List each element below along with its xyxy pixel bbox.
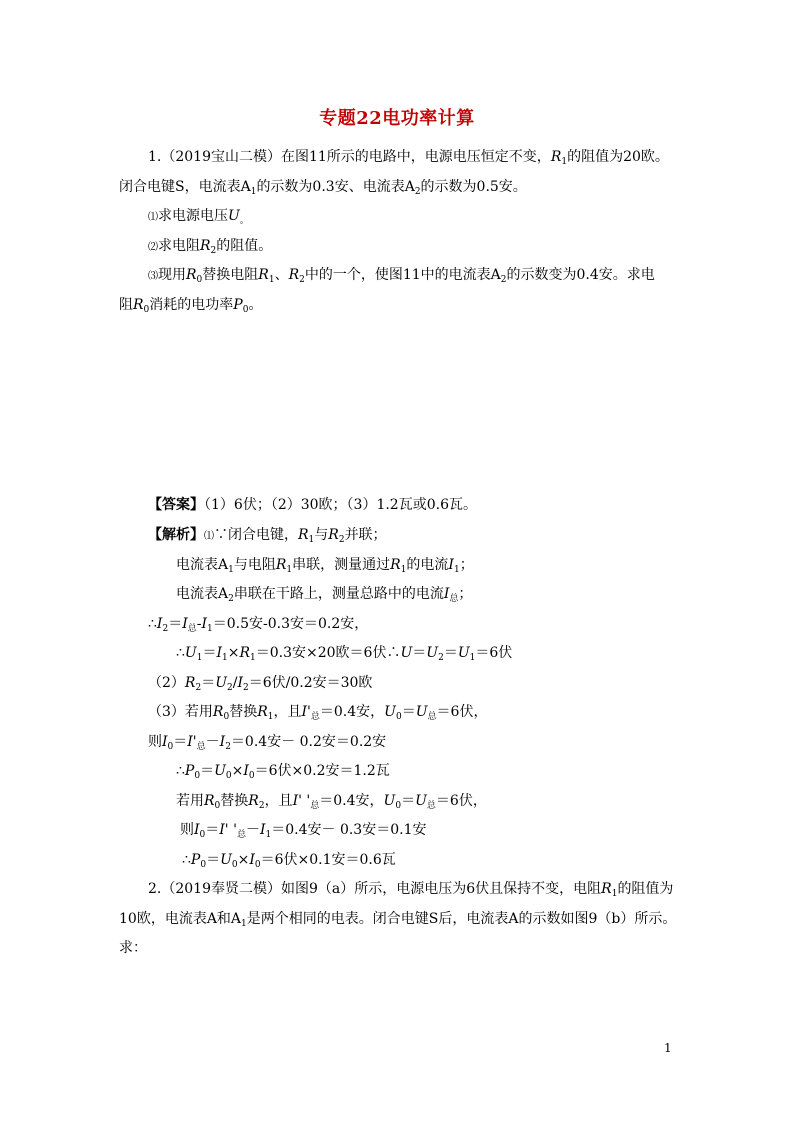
eq-text: 则 (180, 822, 194, 838)
eq-text: ＝ (443, 645, 458, 661)
var-r1: R (550, 149, 562, 165)
eq-text: ＝ (173, 734, 188, 750)
page-number: 1 (664, 1041, 672, 1055)
sub-1: 1 (308, 535, 315, 545)
var-r0: R (133, 297, 144, 313)
eq-text: ，且 (273, 704, 302, 720)
eq-text: ＝ (401, 793, 416, 809)
eq-text: ＝ (205, 822, 220, 838)
eq-text: × (231, 763, 244, 779)
var-u1: U (184, 645, 197, 661)
var-i2: I (219, 734, 226, 750)
q1-part-2 (148, 236, 272, 261)
eq-text: ＝ (206, 852, 221, 868)
var-r1: R (390, 557, 401, 573)
eq-text: ∴ (176, 645, 185, 661)
q2-text: 2.（2019奉贤二模）如图9（a）所示，电源电压为6伏且保持不变，电阻 (148, 881, 602, 897)
var-r1: R (298, 527, 309, 543)
var-u-total: U (415, 793, 427, 809)
eq-text: 替换 (229, 704, 258, 720)
var-u2: U (426, 645, 439, 661)
var-u0: U (220, 852, 232, 868)
var-i2: I (156, 616, 163, 632)
eq-text: ＝6伏， (435, 793, 487, 809)
sub-2: 2 (258, 801, 265, 811)
sub-total: 总 (426, 801, 436, 811)
eq-text: ＝0.4安， (319, 704, 385, 720)
sub-2: 2 (225, 742, 231, 752)
var-r1: R (258, 267, 269, 283)
var-r0: R (212, 704, 224, 720)
sub-total: 总 (427, 712, 437, 722)
eq-text: ＝ (202, 645, 217, 661)
analysis-text: 电流表A (176, 557, 229, 573)
part-number: ⑴ (204, 531, 214, 542)
sub-0: 0 (200, 860, 207, 870)
q1-text: 中的一个，使图11中的电流表A (304, 267, 501, 283)
sub-0: 0 (223, 712, 230, 722)
q1-text: 、 (274, 267, 289, 283)
analysis-line-1 (148, 525, 387, 550)
q1-line-2 (119, 177, 527, 202)
var-i0: I (162, 734, 168, 750)
var-u0: U (214, 763, 226, 779)
equation-1 (148, 614, 368, 639)
sub-total: 总 (196, 742, 206, 752)
sub-2: 2 (228, 594, 234, 604)
eq-text: × (227, 645, 240, 661)
part-number: ⑵ (148, 242, 158, 253)
var-r1: R (257, 704, 268, 720)
q1-intro-end: 的阻值为20欧。 (567, 149, 669, 165)
q1-part-3-cont: 阻$R_0$消耗的电功率$P_0$。 (119, 297, 263, 315)
sub-1: 1 (611, 889, 618, 899)
q1-text: 闭合电键S，电流表A (119, 179, 251, 195)
eq-text: / (232, 675, 238, 691)
var-p0: P (190, 852, 201, 868)
equation-9 (182, 850, 396, 875)
q1-text: 求电源电压 (158, 208, 228, 224)
analysis-line-2 (176, 555, 474, 580)
analysis-line-3 (176, 584, 472, 609)
q1-text: 消耗的电功率 (149, 297, 234, 313)
var-i1: I (448, 557, 454, 573)
var-i-double-prime: I' ' (292, 793, 311, 809)
var-i0: I (249, 852, 255, 868)
var-i-total: I (182, 616, 188, 632)
sub-total: 总 (310, 712, 320, 722)
sub-2: 2 (338, 535, 345, 545)
eq-text: ＝0.4安－ 0.2安＝0.2安 (230, 734, 387, 750)
q2-text: 是两个相同的电表。闭合电键S后，电流表A的示数如图9（b）所示。 (246, 911, 677, 927)
sub-0: 0 (143, 305, 150, 315)
eq-text: ＝6伏， (436, 704, 488, 720)
var-p0: P (184, 763, 195, 779)
var-r0: R (204, 793, 215, 809)
sub-0: 0 (214, 801, 221, 811)
eq-text: ＝0.3安×20欧＝6伏∴ (255, 645, 401, 661)
eq-text: ＝ (412, 645, 427, 661)
q2-text: 求： (119, 940, 147, 956)
q1-text: 的示数为0.3安、电流表A (256, 179, 415, 195)
sub-dot: 。 (239, 216, 249, 226)
part-number: ⑶ (148, 271, 158, 282)
sub-1: 1 (268, 275, 275, 285)
q1-part-1 (148, 206, 249, 231)
var-r2: R (288, 267, 300, 283)
eq-text: ＝6伏/0.2安＝30欧 (248, 675, 373, 691)
equation-5 (148, 732, 386, 757)
q2-line-1 (148, 879, 673, 904)
sub-total: 总 (236, 830, 246, 840)
q1-text: 替换电阻 (202, 267, 259, 283)
var-i0: I (194, 822, 200, 838)
sub-2: 2 (438, 653, 444, 663)
eq-text: （3）若用 (148, 704, 213, 720)
eq-text: ＝6伏 (475, 645, 513, 661)
sub-0: 0 (194, 771, 201, 781)
sub-1: 1 (453, 565, 460, 575)
eq-text: ＝0.5安-0.3安＝0.2安， (212, 616, 369, 632)
var-u: U (400, 645, 413, 661)
analysis-text: 与 (314, 527, 329, 543)
q1-text: 的示数为0.5安。 (420, 179, 527, 195)
var-i2: I (237, 675, 243, 691)
analysis-text: 串联，测量通过 (292, 557, 391, 573)
eq-text: ＝ (401, 704, 416, 720)
var-r2: R (200, 238, 211, 254)
answer-line (148, 495, 477, 515)
var-i1: I (259, 822, 266, 838)
var-u1: U (457, 645, 470, 661)
var-r1: R (239, 645, 251, 661)
sub-0: 0 (242, 305, 249, 315)
analysis-text: ； (459, 557, 474, 573)
equation-8 (180, 820, 426, 845)
sub-total: 总 (187, 624, 197, 634)
equation-7 (176, 791, 487, 816)
sub-0: 0 (395, 712, 402, 722)
var-r1: R (601, 881, 612, 897)
eq-text: × (237, 852, 250, 868)
part-number: ⑴ (148, 212, 158, 223)
sub-1: 1 (228, 565, 234, 575)
var-i1: I (201, 616, 207, 632)
q2-line-2 (119, 909, 676, 934)
var-i-prime: I' (187, 734, 197, 750)
var-i0: I (243, 763, 249, 779)
analysis-text: ∵闭合电键， (214, 527, 298, 543)
var-r0: R (186, 267, 197, 283)
analysis-text: 电流表A (176, 586, 229, 602)
sub-2: 2 (414, 187, 421, 197)
eq-text: ∴ (148, 616, 157, 632)
sub-0: 0 (395, 801, 402, 811)
q1-text: 的阻值。 (216, 238, 273, 254)
sub-0: 0 (199, 830, 206, 840)
var-r2: R (328, 527, 339, 543)
q1-intro: 1.（2019宝山二模）在图11所示的电路中，电源电压恒定不变， (148, 149, 551, 165)
q1-part-3 (148, 265, 655, 290)
eq-text: ，且 (264, 793, 293, 809)
eq-text: ＝0.4安， (319, 793, 384, 809)
eq-text: ＝ (168, 616, 183, 632)
sub-1: 1 (222, 653, 228, 663)
equation-4 (148, 702, 487, 727)
sub-0: 0 (231, 860, 238, 870)
answer-label: 【答案】 (148, 497, 204, 513)
analysis-text: 与电阻 (233, 557, 276, 573)
eq-text: ∴ (176, 763, 185, 779)
var-u0: U (384, 704, 396, 720)
eq-text: 若用 (176, 793, 204, 809)
sub-2: 2 (299, 275, 305, 285)
q2-text: 10欧，电流表A和A (119, 911, 242, 927)
eq-text: - (196, 616, 202, 632)
eq-text: ＝6伏×0.1安＝0.6瓦 (260, 852, 396, 868)
sub-2: 2 (162, 624, 169, 634)
var-u0: U (383, 793, 396, 809)
var-p0: P (233, 297, 243, 313)
eq-text: ＝ (201, 675, 216, 691)
sub-0: 0 (167, 742, 174, 752)
page-title: 专题22电功率计算 (319, 108, 475, 129)
q2-line-3 (119, 938, 147, 958)
sub-total: 总 (310, 801, 320, 811)
var-i-prime: I' (301, 704, 311, 720)
analysis-text: 的电流 (406, 557, 449, 573)
sub-2: 2 (195, 683, 202, 693)
equation-6 (176, 761, 390, 786)
q1-text: 阻 (119, 297, 133, 313)
q1-line-1 (148, 147, 669, 172)
sub-1: 1 (250, 187, 257, 197)
sub-1: 1 (241, 919, 247, 929)
var-u-total: U (415, 704, 428, 720)
eq-text: 则 (148, 734, 162, 750)
var-u2: U (215, 675, 228, 691)
var-i1: I (216, 645, 222, 661)
sub-0: 0 (196, 275, 203, 285)
sub-1: 1 (267, 712, 274, 722)
sub-1: 1 (400, 565, 407, 575)
eq-text: ∴ (182, 852, 191, 868)
sub-2: 2 (500, 275, 507, 285)
answer-text: （1）6伏；（2）30欧；（3）1.2瓦或0.6瓦。 (204, 497, 477, 513)
sub-2: 2 (227, 683, 233, 693)
sub-2: 2 (210, 246, 217, 256)
sub-1: 1 (250, 653, 256, 663)
sub-1: 1 (469, 653, 476, 663)
equation-3 (148, 673, 372, 698)
analysis-label: 【解析】 (148, 527, 204, 543)
sub-total: 总 (449, 594, 459, 604)
var-r1: R (275, 557, 287, 573)
sub-1: 1 (196, 653, 203, 663)
var-u: U (228, 208, 240, 224)
analysis-text: 串联在干路上，测量总路中的电流 (233, 586, 444, 602)
var-i-total: I (443, 586, 450, 602)
equation-2 (176, 643, 512, 668)
q1-text: 的示数变为0.4安。求电 (506, 267, 655, 283)
eq-text: ＝6伏×0.2安＝1.2瓦 (254, 763, 390, 779)
var-r2: R (248, 793, 259, 809)
sub-1: 1 (265, 830, 272, 840)
var-i-double-prime: I' ' (219, 822, 237, 838)
analysis-text: 并联； (344, 527, 387, 543)
eq-text: － (245, 822, 260, 838)
var-r2: R (184, 675, 196, 691)
eq-text: － (205, 734, 220, 750)
sub-1: 1 (207, 624, 213, 634)
sub-0: 0 (225, 771, 232, 781)
q2-text: 的阻值为 (617, 881, 674, 897)
analysis-text: ； (458, 586, 473, 602)
eq-text: ＝0.4安－ 0.3安＝0.1安 (271, 822, 427, 838)
sub-0: 0 (248, 771, 255, 781)
q1-text: 现用 (158, 267, 186, 283)
eq-text: ＝ (200, 763, 215, 779)
eq-text: 替换 (220, 793, 249, 809)
q1-text: 求电阻 (158, 238, 200, 254)
sub-2: 2 (243, 683, 249, 693)
sub-0: 0 (254, 860, 261, 870)
sub-1: 1 (561, 157, 568, 167)
eq-text: （2） (148, 675, 185, 691)
sub-1: 1 (286, 565, 293, 575)
